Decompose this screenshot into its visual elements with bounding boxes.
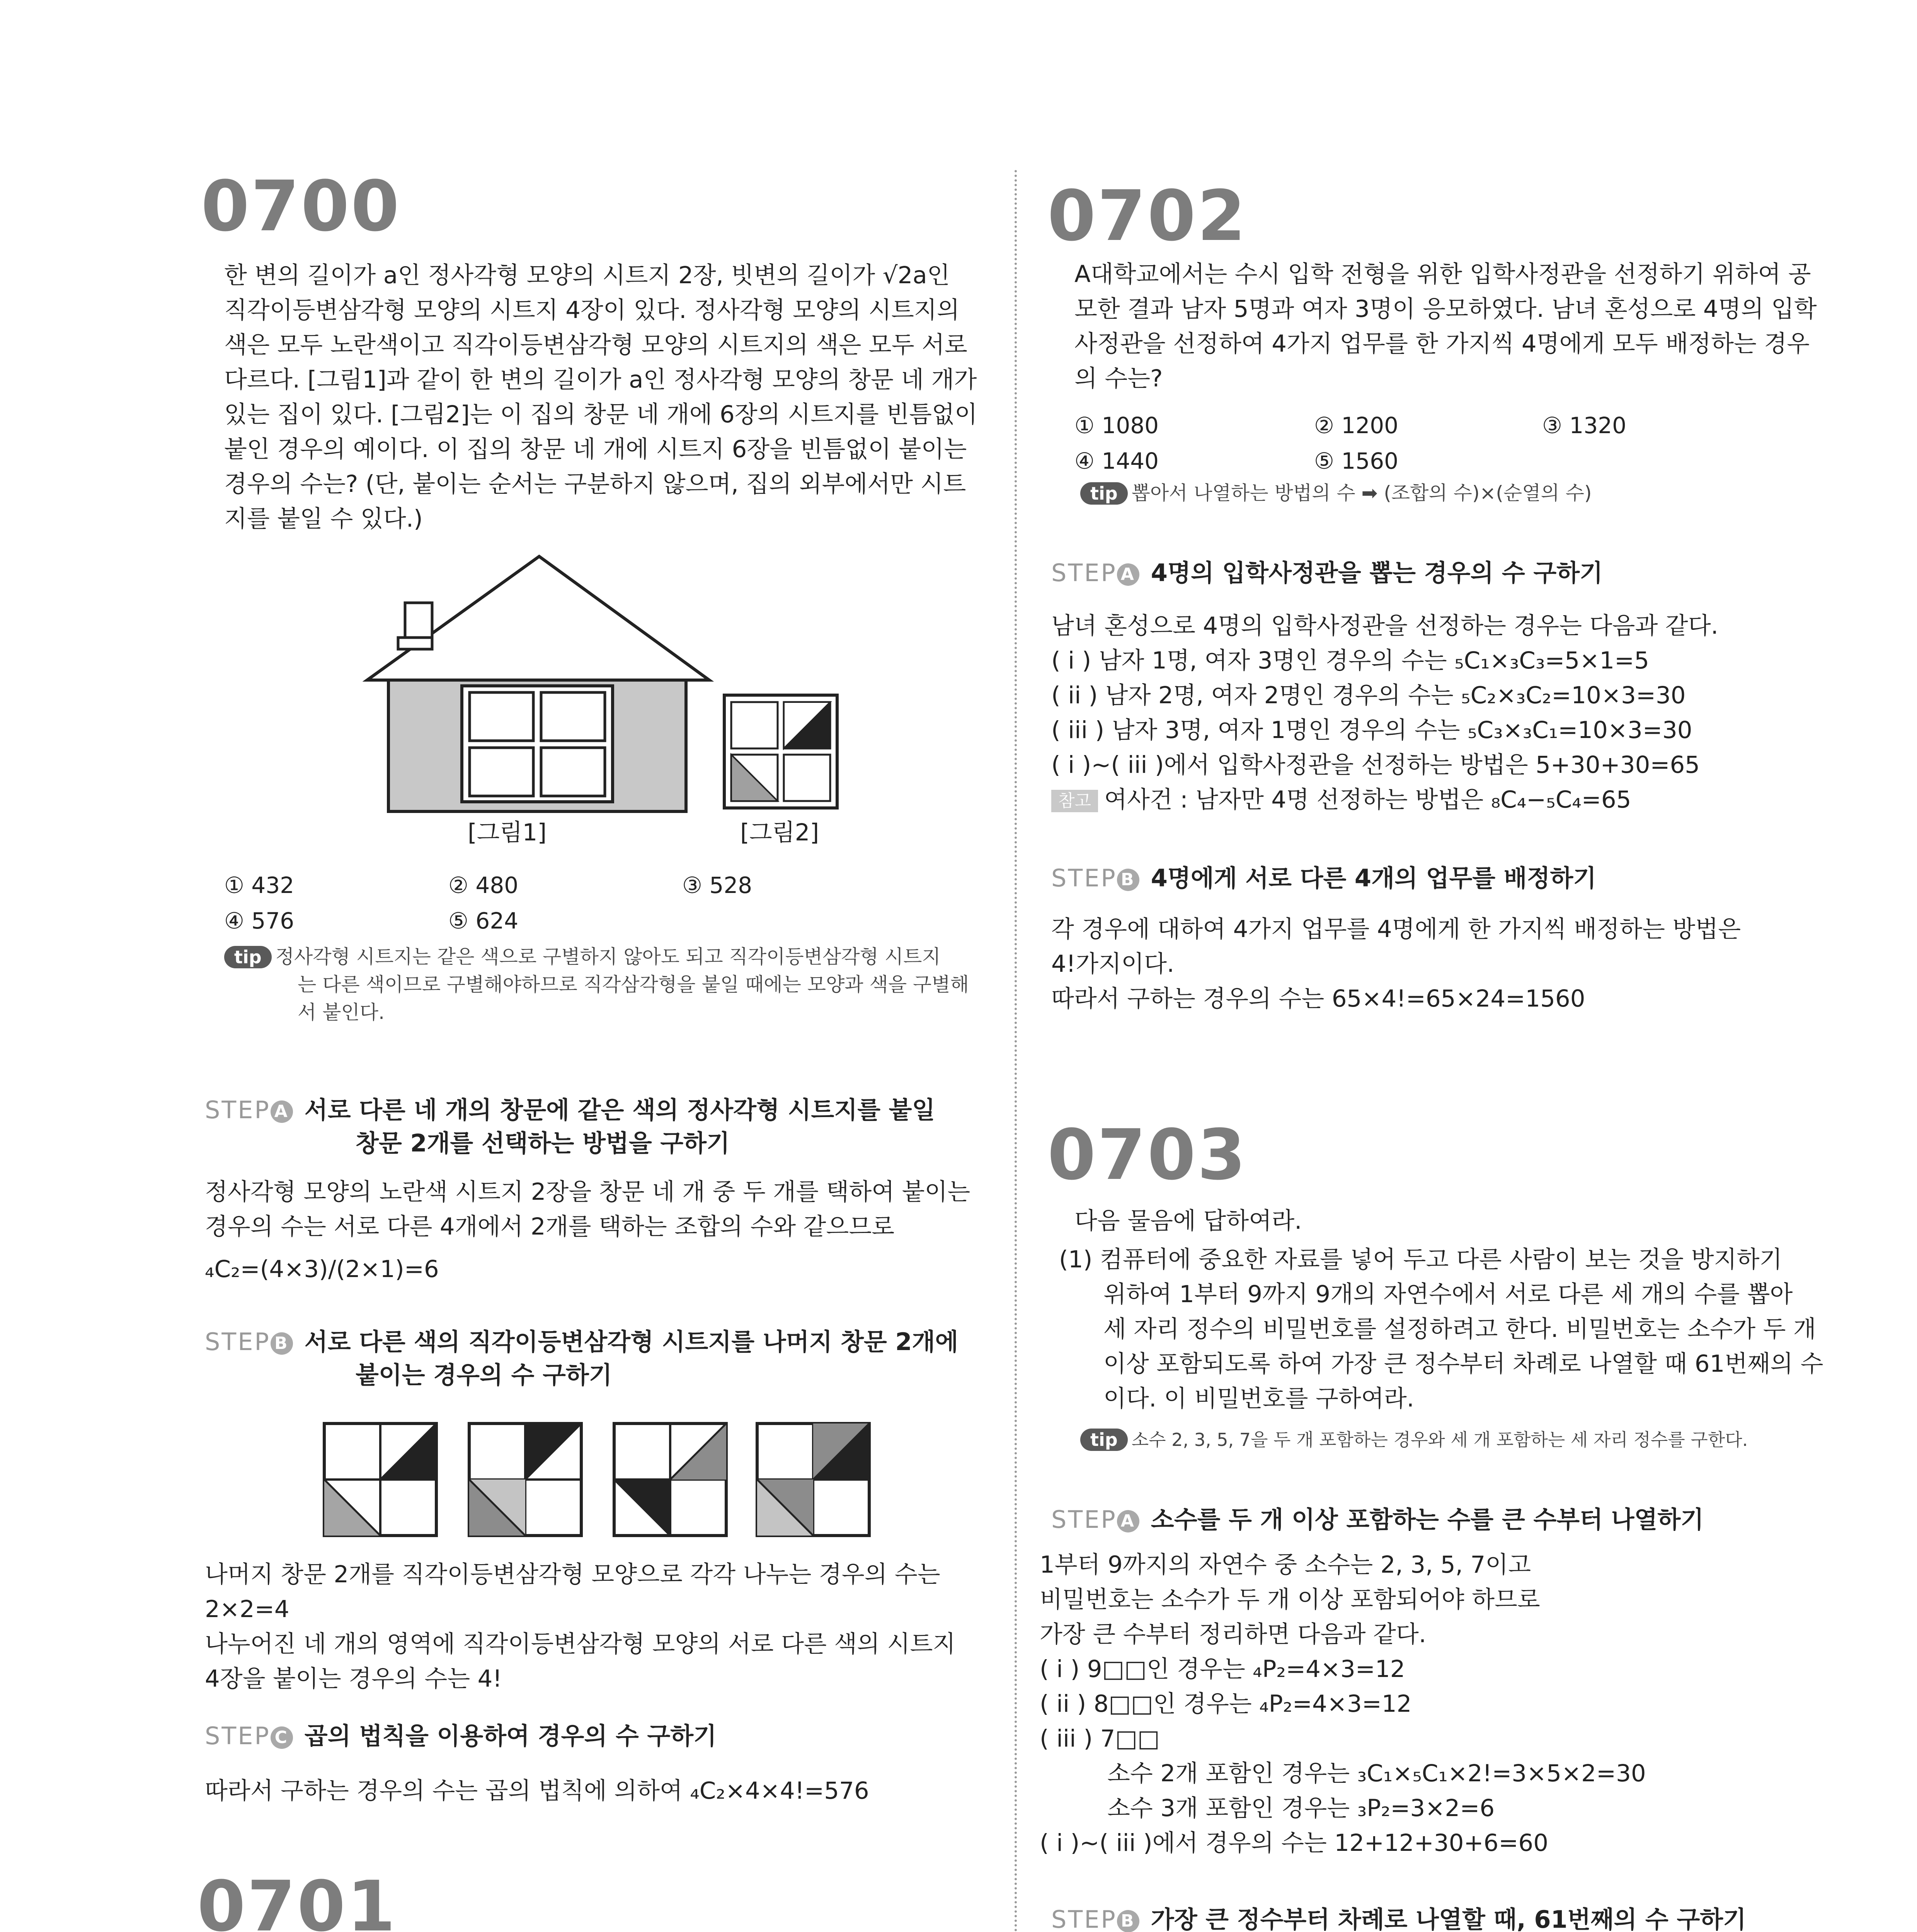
figure2-label: [그림2] [740, 819, 819, 846]
problem-line: 붙인 경우의 예이다. 이 집의 창문 네 개에 시트지 6장을 빈틈없이 붙이는 [224, 435, 967, 463]
step-label: STEP B [1051, 1905, 1139, 1932]
step-title: 창문 2개를 선택하는 방법을 구하기 [356, 1129, 730, 1157]
step-letter-badge: B [271, 1332, 293, 1355]
problem-line: A대학교에서는 수시 입학 전형을 위한 입학사정관을 선정하기 위하여 공 [1074, 260, 1811, 288]
problem-line: 이상 포함되도록 하여 가장 큰 정수부터 차례로 나열할 때 61번째의 수 [1103, 1350, 1823, 1378]
alt-badge: 참고 [1051, 790, 1098, 812]
step-letter-badge: A [1117, 1510, 1139, 1532]
step-label: STEP B [1051, 864, 1139, 892]
step-b-0702-body [1051, 912, 1902, 1016]
body-line: 소수 2개 포함인 경우는 ₃C₁×₅C₁×2!=3×5×2=30 [1107, 1760, 1646, 1787]
body-line: 2×2=4 [205, 1595, 289, 1623]
arrangement-4 [757, 1423, 869, 1536]
tip-line: 소수 2, 3, 5, 7을 두 개 포함하는 경우와 세 개 포함하는 세 자리 정수를 구한다. [1131, 1429, 1748, 1450]
step-title: 4명에게 서로 다른 4개의 업무를 배정하기 [1151, 864, 1597, 892]
tip-0700 [224, 943, 982, 1026]
step-letter-badge: A [271, 1100, 293, 1123]
tip-badge: tip [1080, 1429, 1128, 1451]
step-title: 서로 다른 네 개의 창문에 같은 색의 정사각형 시트지를 붙일 [304, 1096, 935, 1124]
body-line: 4장을 붙이는 경우의 수는 4! [205, 1665, 502, 1692]
choice-1[interactable]: ① 1080 [1074, 412, 1159, 439]
step-title: 4명의 입학사정관을 뽑는 경우의 수 구하기 [1151, 559, 1603, 587]
step-label: STEP A [1051, 1505, 1139, 1534]
step-a-0703-body [1040, 1548, 1909, 1861]
body-line: 나머지 창문 2개를 직각이등변삼각형 모양으로 각각 나누는 경우의 수는 [205, 1561, 940, 1588]
tip-line: 는 다른 색이므로 구별해야하므로 직각삼각형을 붙일 때에는 모양과 색을 구별해 [298, 973, 969, 996]
body-line: 소수 3개 포함인 경우는 ₃P₂=3×2=6 [1107, 1794, 1495, 1822]
figure2-window [723, 694, 839, 810]
problem-line: 사정관을 선정하여 4가지 업무를 한 가지씩 4명에게 모두 배정하는 경우 [1074, 330, 1810, 357]
problem-line: 있는 집이 있다. [그림2]는 이 집의 창문 네 개에 6장의 시트지를 빈틈없이 [224, 401, 977, 428]
tip-line: 정사각형 시트지는 같은 색으로 구별하지 않아도 되고 직각이등변삼각형 시트지 [275, 946, 941, 968]
tip-line: 서 붙인다. [298, 1001, 385, 1024]
problem-line: 한 변의 길이가 a인 정사각형 모양의 시트지 2장, 빗변의 길이가 √2a인 [224, 262, 950, 289]
body-line: ( i )~( iii )에서 경우의 수는 12+12+30+6=60 [1040, 1829, 1549, 1857]
choice-3[interactable]: ③ 1320 [1542, 412, 1627, 439]
tip-badge: tip [224, 946, 272, 968]
step-b-0703 [1051, 1903, 1902, 1932]
problem-line: 경우의 수는? (단, 붙이는 순서는 구분하지 않으며, 집의 외부에서만 시트 [224, 470, 966, 498]
step-a-0700 [205, 1094, 997, 1160]
problem-line: 색은 모두 노란색이고 직각이등변삼각형 모양의 시트지의 색은 모두 서로 [224, 331, 967, 359]
choice-2[interactable]: ② 1200 [1314, 412, 1399, 439]
tip-line: 뽑아서 나열하는 방법의 수 ➡ (조합의 수)×(순열의 수) [1131, 482, 1592, 504]
problem-number-0701: 0701 [197, 1866, 397, 1932]
choice-3[interactable]: ③ 528 [682, 872, 752, 898]
step-label: STEP C [205, 1722, 293, 1750]
tip-badge: tip [1080, 482, 1128, 505]
step-title: 소수를 두 개 이상 포함하는 수를 큰 수부터 나열하기 [1151, 1505, 1704, 1534]
body-line: 여사건 : 남자만 4명 선정하는 방법은 ₈C₄−₅C₄=65 [1104, 786, 1631, 813]
step-c-0700 [205, 1719, 997, 1753]
body-line: 가장 큰 수부터 정리하면 다음과 같다. [1040, 1621, 1427, 1648]
step-letter-badge: A [1117, 563, 1139, 586]
problem-number-0703: 0703 [1047, 1115, 1247, 1196]
step-label: STEP A [205, 1096, 293, 1124]
problem-number-0702: 0702 [1047, 176, 1247, 257]
arrangement-1 [324, 1423, 436, 1536]
arrangement-3 [614, 1423, 726, 1536]
step-letter-badge: B [1117, 869, 1139, 891]
step-a-0702-body [1051, 609, 1902, 817]
step-c-body: 따라서 구하는 경우의 수는 곱의 법칙에 의하여 ₄C₂×4×4!=576 [205, 1777, 869, 1804]
choices-0702 [1074, 408, 1886, 485]
figure1-house [359, 549, 715, 819]
problem-line: (1) 컴퓨터에 중요한 자료를 넣어 두고 다른 사람이 보는 것을 방지하기 [1059, 1246, 1783, 1273]
step-b-0702 [1051, 862, 1902, 895]
tip-0702 [1080, 479, 1911, 507]
choices-0700 [224, 867, 958, 945]
step-letter-badge: C [271, 1726, 293, 1749]
problem-0703-intro: 다음 물음에 답하여라. [1074, 1207, 1302, 1235]
step-a-0702 [1051, 556, 1902, 590]
window-arrangements-figure [323, 1422, 872, 1538]
problem-line: 지를 붙일 수 있다.) [224, 505, 423, 532]
body-line: ( iii ) 7□□ [1040, 1725, 1160, 1752]
column-divider [1015, 170, 1017, 1932]
body-line: 4!가지이다. [1051, 950, 1175, 978]
step-label: STEP A [1051, 559, 1139, 587]
problem-line: 직각이등변삼각형 모양의 시트지 4장이 있다. 정사각형 모양의 시트지의 [224, 296, 960, 324]
problem-0700-text [224, 258, 982, 536]
choice-5[interactable]: ⑤ 1560 [1314, 448, 1399, 474]
step-b-0700 [205, 1325, 997, 1392]
body-line: 각 경우에 대하여 4가지 업무를 4명에게 한 가지씩 배정하는 방법은 [1051, 915, 1741, 943]
arrangement-2 [469, 1423, 581, 1536]
problem-line: 위하여 1부터 9까지 9개의 자연수에서 서로 다른 세 개의 수를 뽑아 [1103, 1281, 1793, 1308]
step-title: 곱의 법칙을 이용하여 경우의 수 구하기 [304, 1722, 717, 1750]
problem-number-0700: 0700 [201, 166, 401, 247]
problem-line: 세 자리 정수의 비밀번호를 설정하려고 한다. 비밀번호는 소수가 두 개 [1103, 1315, 1816, 1343]
choice-5[interactable]: ⑤ 624 [448, 908, 519, 934]
problem-line: 의 수는? [1074, 365, 1163, 392]
choice-1[interactable]: ① 432 [224, 872, 295, 898]
body-line: 따라서 구하는 경우의 수는 65×4!=65×24=1560 [1051, 985, 1585, 1012]
body-line: ( ii ) 남자 2명, 여자 2명인 경우의 수는 ₅C₂×₃C₂=10×3=30 [1051, 682, 1686, 709]
choice-4[interactable]: ④ 1440 [1074, 448, 1159, 474]
body-line: 나누어진 네 개의 영역에 직각이등변삼각형 모양의 서로 다른 색의 시트지 [205, 1630, 956, 1658]
body-line: 남녀 혼성으로 4명의 입학사정관을 선정하는 경우는 다음과 같다. [1051, 612, 1719, 639]
figure1-label: [그림1] [468, 819, 547, 846]
step-b-body [205, 1557, 997, 1696]
formula: ₄C₂=(4×3)/(2×1)=6 [205, 1255, 439, 1283]
tip-0703-1 [1080, 1426, 1917, 1454]
choice-2[interactable]: ② 480 [448, 872, 519, 898]
body-line: 1부터 9까지의 자연수 중 소수는 2, 3, 5, 7이고 [1040, 1551, 1531, 1578]
body-line: ( i ) 9□□인 경우는 ₄P₂=4×3=12 [1040, 1655, 1405, 1683]
problem-line: 다르다. [그림1]과 같이 한 변의 길이가 a인 정사각형 모양의 창문 네 개가 [224, 366, 977, 393]
step-label: STEP B [205, 1328, 293, 1356]
problem-line: 이다. 이 비밀번호를 구하여라. [1103, 1385, 1415, 1412]
body-line: 경우의 수는 서로 다른 4개에서 2개를 택하는 조합의 수와 같으므로 [205, 1213, 895, 1240]
body-line: 비밀번호는 소수가 두 개 이상 포함되어야 하므로 [1040, 1586, 1540, 1613]
body-line: 정사각형 모양의 노란색 시트지 2장을 창문 네 개 중 두 개를 택하여 붙이는 [205, 1178, 970, 1206]
step-letter-badge: B [1117, 1910, 1139, 1932]
step-title: 붙이는 경우의 수 구하기 [356, 1361, 612, 1389]
problem-0703-q1 [1059, 1242, 1917, 1416]
body-line: ( ii ) 8□□인 경우는 ₄P₂=4×3=12 [1040, 1690, 1412, 1718]
step-title: 가장 큰 정수부터 차례로 나열할 때, 61번째의 수 구하기 [1151, 1905, 1747, 1932]
step-a-body [205, 1175, 997, 1287]
choice-4[interactable]: ④ 576 [224, 908, 295, 934]
body-line: ( iii ) 남자 3명, 여자 1명인 경우의 수는 ₅C₃×₃C₁=10×3=30 [1051, 716, 1692, 744]
step-title: 서로 다른 색의 직각이등변삼각형 시트지를 나머지 창문 2개에 [304, 1328, 958, 1356]
problem-0702-text [1074, 257, 1905, 396]
body-line: ( i )~( iii )에서 입학사정관을 선정하는 방법은 5+30+30=65 [1051, 751, 1700, 779]
body-line: ( i ) 남자 1명, 여자 3명인 경우의 수는 ₅C₁×₃C₃=5×1=5 [1051, 647, 1650, 674]
problem-line: 모한 결과 남자 5명과 여자 3명이 응모하였다. 남녀 혼성으로 4명의 입학 [1074, 295, 1817, 323]
step-a-0703 [1051, 1503, 1902, 1536]
